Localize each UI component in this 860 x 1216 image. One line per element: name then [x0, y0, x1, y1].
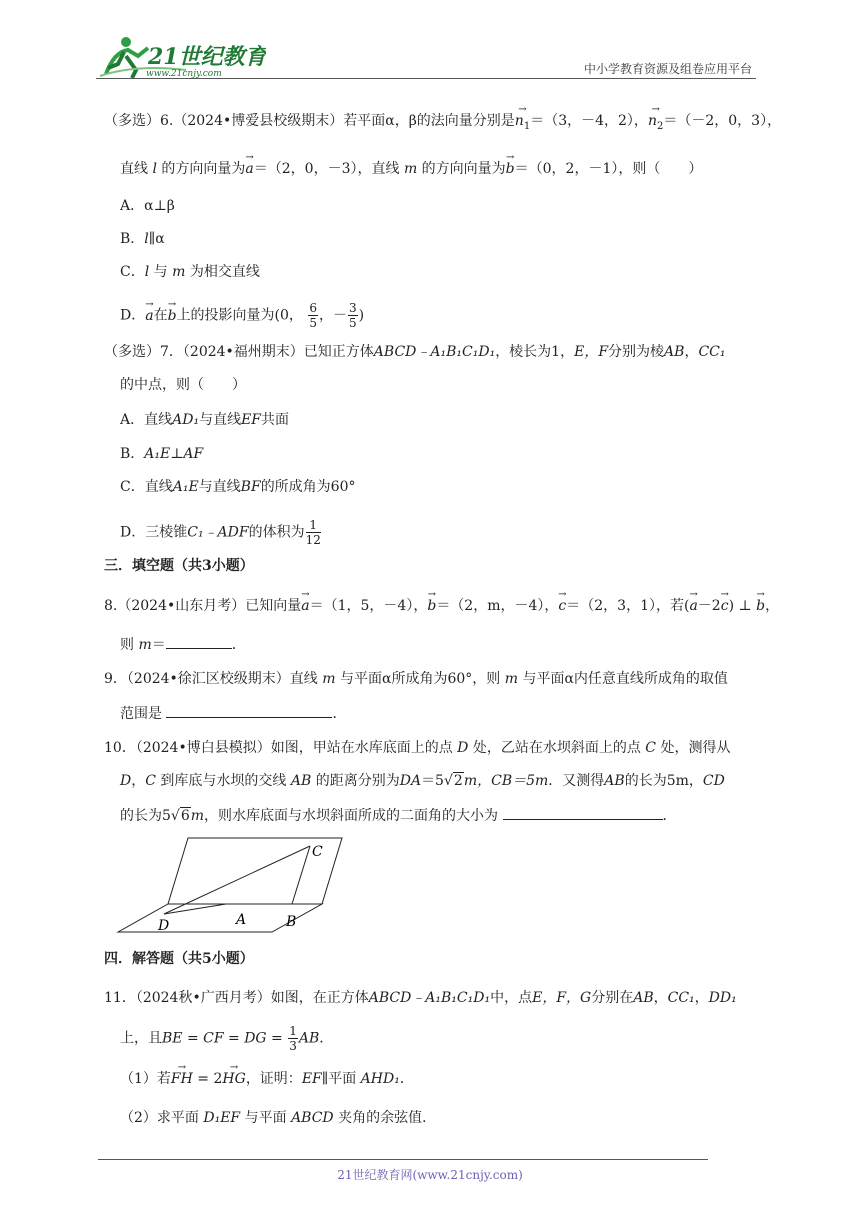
- q10-stem-line3: 的长为5√6m，则水库底面与水坝斜面所成的二面角的大小为 ．: [120, 805, 677, 826]
- q7-stem-line2: 的中点，则（ ）: [120, 377, 246, 393]
- section-fill-in-title: 三．填空题（共3小题）: [104, 558, 254, 574]
- q7-option-a: A．直线AD₁与直线EF共面: [120, 412, 290, 428]
- q8-stem-line1: 8.（2024•山东月考）已知向量→ a＝（1，5，－4），→ b＝（2，m，－4），→ c＝（2，3，1），若(→ a－2→ c) ⊥ → b，: [104, 596, 779, 616]
- label-b: B: [286, 914, 297, 930]
- header-divider: [96, 78, 756, 79]
- dihedral-angle-figure: [116, 832, 354, 936]
- q11-part2: （2）求平面 D₁EF 与平面 ABCD 夹角的余弦值．: [120, 1110, 437, 1126]
- q8-answer-blank[interactable]: [166, 634, 232, 649]
- label-c: C: [312, 844, 323, 860]
- footer-link[interactable]: 21世纪教育网(www.21cnjy.com): [337, 1168, 523, 1182]
- site-logo: [96, 34, 266, 80]
- q6-option-d: D．→ a在→ b上的投影向量为(0， $\frac{6}{5}$ ，－ $\frac{3}{5}$ ): [120, 301, 364, 330]
- q7-option-b: B．A₁E⊥AF: [120, 446, 204, 462]
- q7-option-d: D．三棱锥C₁﹣ADF的体积为 $\frac{1}{12}$: [120, 518, 321, 547]
- q6-option-a: A．α⊥β: [120, 198, 175, 214]
- q6-stem-line2: 直线 l 的方向向量为→ a＝（2，0，－3），直线 m 的方向向量为→ b＝（0，2，－1），则（ ）: [120, 159, 702, 179]
- q7-option-c: C．直线A₁E与直线BF的所成角为60°: [120, 479, 356, 495]
- label-d: D: [158, 918, 170, 934]
- platform-title: 中小学教育资源及组卷应用平台: [583, 62, 752, 76]
- q6-option-c: C．l 与 m 为相交直线: [120, 264, 260, 280]
- q9-stem-line1: 9．（2024•徐汇区校级期末）直线 m 与平面α所成角为60°，则 m 与平面α内任意直线所成角的取值: [104, 671, 728, 687]
- q9-answer-blank[interactable]: [166, 703, 332, 718]
- runner-logo-icon: [96, 34, 266, 80]
- svg-text:21世纪教育: 21世纪教育: [148, 44, 266, 70]
- label-a: A: [236, 912, 247, 928]
- q8-stem-line2: 则 m＝ ．: [120, 634, 246, 655]
- q9-stem-line2: 范围是 ．: [120, 703, 346, 724]
- q11-part1: （1）若→ FH = 2→ HG，证明：EF∥平面 AHD₁．: [120, 1069, 414, 1089]
- q11-stem-line1: 11．（2024秋•广西月考）如图，在正方体ABCD﹣A₁B₁C₁D₁中，点E，F，G分别在AB，CC₁，DD₁: [104, 990, 737, 1006]
- q10-stem-line1: 10．（2024•博白县模拟）如图，甲站在水库底面上的点 D 处，乙站在水坝斜面上的点 C 处，测得从: [104, 740, 731, 756]
- q10-stem-line2: D，C 到库底与水坝的交线 AB 的距离分别为DA＝5√2m，CB＝5m．又测得AB的长为5m，CD: [120, 773, 725, 789]
- q6-option-b: B．l∥α: [120, 231, 165, 247]
- q7-stem-line1: （多选）7．（2024•福州期末）已知正方体ABCD﹣A₁B₁C₁D₁，棱长为1，E，F分别为棱AB，CC₁: [104, 344, 726, 360]
- segment-bc: [292, 846, 310, 904]
- footer-divider: [98, 1159, 708, 1160]
- q6-stem-line1: （多选）6.（2024•博爱县校级期末）若平面α，β的法向量分别是→ $n_1=(3$，－4，2），→ $n_2=(-2$，0，3），: [104, 111, 781, 131]
- q10-answer-blank[interactable]: [503, 805, 663, 820]
- svg-text:www.21cnjy.com: www.21cnjy.com: [146, 69, 222, 79]
- section-solution-title: 四．解答题（共5小题）: [104, 951, 254, 967]
- q11-stem-line2: 上，且BE = CF = DG = $\frac{1}{3}$ AB．: [120, 1024, 334, 1053]
